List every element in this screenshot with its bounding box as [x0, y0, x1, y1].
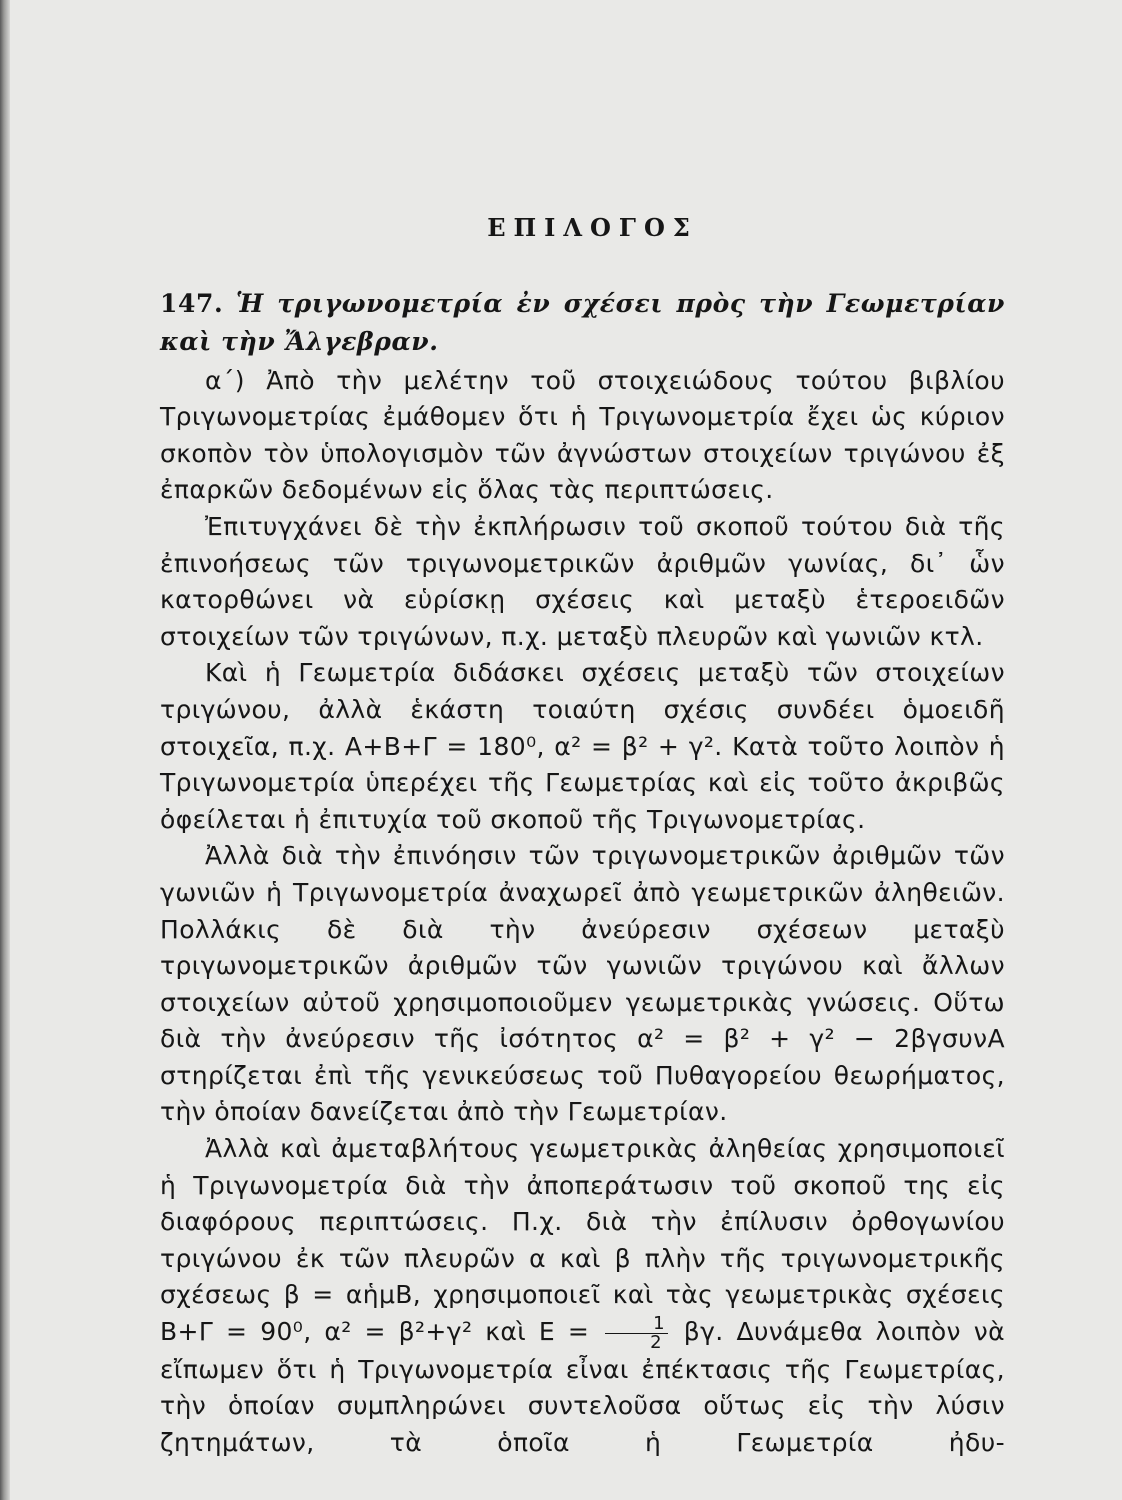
paragraph-5-text-b: βγ. Δυνάμεθα λοιπὸν νὰ εἴπωμεν ὅτι ἡ Τριγωνομετρία εἶναι ἐπέκτασις τῆς Γεωμετρίας, τὴν ὁποίαν συμπληρώνει συντελοῦσα οὕτως εἰς τὴν λύσιν ζητημάτων, τὰ ὁποῖα ἡ Γεωμετρία ἠδυ-	[160, 1317, 1005, 1457]
page-text-block	[160, 200, 1005, 1461]
paragraph-2: Ἐπιτυγχάνει δὲ τὴν ἐκπλήρωσιν τοῦ σκοποῦ τούτου διὰ τῆς ἐπινοήσεως τῶν τριγωνομετρικῶν ἀριθμῶν γωνίας, δι᾿ ὧν κατορθώνει νὰ εὑρίσκῃ σχέσεις καὶ μεταξὺ ἑτεροειδῶν στοιχείων τῶν τριγώνων, π.χ. μεταξὺ πλευρῶν καὶ γωνιῶν κτλ.	[160, 511, 1005, 651]
chapter-title: ΕΠΙΛΟΓΟΣ	[487, 213, 698, 242]
paragraph-3: Καὶ ἡ Γεωμετρία διδάσκει σχέσεις μεταξὺ τῶν στοιχείων τριγώνου, ἀλλὰ ἑκάστη τοιαύτη σχέσις συνδέει ὁμοειδῆ στοιχεῖα, π.χ. Α+Β+Γ = 180⁰, α² = β² + γ². Κατὰ τοῦτο λοιπὸν ἡ Τριγωνομετρία ὑπερέχει τῆς Γεωμετρίας καὶ εἰς τοῦτο ἀκριβῶς ὀφείλεται ἡ ἐπιτυχία τοῦ σκοποῦ τῆς Τριγωνομετρίας.	[160, 658, 1005, 834]
fraction-one-half	[605, 1312, 668, 1353]
fraction-denominator: 2	[650, 1331, 662, 1353]
paragraph-5	[160, 1131, 1005, 1461]
section-number: 147.	[160, 288, 224, 318]
paragraph-4: Ἀλλὰ διὰ τὴν ἐπινόησιν τῶν τριγωνομετρικῶν ἀριθμῶν τῶν γωνιῶν ἡ Τριγωνομετρία ἀναχωρεῖ ἀπὸ γεωμετρικῶν ἀληθειῶν. Πολλάκις δὲ διὰ τὴν ἀνεύρεσιν σχέσεων μεταξὺ τριγωνομετρικῶν ἀριθμῶν τῶν γωνιῶν τριγώνου καὶ ἄλλων στοιχείων αὐτοῦ χρησιμοποιοῦμεν γεωμετρικὰς γνώσεις. Οὕτω διὰ τὴν ἀνεύρεσιν τῆς ἰσότητος α² = β² + γ² − 2βγσυνΑ στηρίζεται ἐπὶ τῆς γενικεύσεως τοῦ Πυθαγορείου θεωρήματος, τὴν ὁποίαν δανείζεται ἀπὸ τὴν Γεωμετρίαν.	[160, 841, 1005, 1127]
paragraph-1: α΄) Ἀπὸ τὴν μελέτην τοῦ στοιχειώδους τούτου βιβλίου Τριγωνομετρίας ἐμάθομεν ὅτι ἡ Τριγωνομετρία ἔχει ὡς κύριον σκοπὸν τὸν ὑπολογισμὸν τῶν ἀγνώστων στοιχείων τριγώνου ἐξ ἐπαρκῶν δεδομένων εἰς ὅλας τὰς περιπτώσεις.	[160, 365, 1005, 505]
page-binding-edge	[0, 0, 10, 1500]
section-heading	[160, 285, 1005, 361]
paragraph-5-text-a: Ἀλλὰ καὶ ἀμεταβλήτους γεωμετρικὰς ἀληθείας χρησιμοποιεῖ ἡ Τριγωνομετρία διὰ τὴν ἀποπεράτωσιν τοῦ σκοποῦ της εἰς διαφόρους περιπτώσεις. Π.χ. διὰ τὴν ἐπίλυσιν ὀρθογωνίου τριγώνου ἐκ τῶν πλευρῶν α καὶ β πλὴν τῆς τριγωνομετρικῆς σχέσεως β = αἡμΒ, χρησιμοποιεῖ καὶ τὰς γεωμετρικὰς σχέσεις Β+Γ = 90⁰, α² = β²+γ² καὶ Ε =	[160, 1134, 1005, 1347]
section-heading-text: Ἡ τριγωνομετρία ἐν σχέσει πρὸς τὴν Γεωμετρίαν καὶ τὴν Ἄλγεβραν.	[160, 288, 1005, 356]
fraction-numerator: 1	[605, 1315, 668, 1334]
